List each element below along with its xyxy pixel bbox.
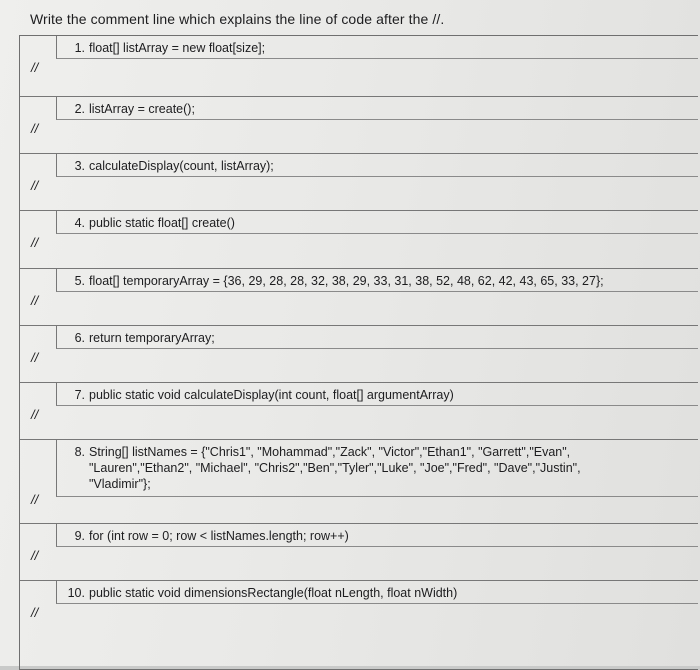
table-row (20, 268, 698, 326)
comment-marker[interactable]: // (31, 178, 39, 193)
code-line (56, 383, 698, 406)
code-text: "Lauren","Ethan2", "Michael", "Chris2","Ben","Tyler","Luke", "Joe","Fred", "Dave","Justin", (89, 461, 581, 475)
exercise-table (19, 35, 698, 670)
line-number: 4. (74, 216, 85, 230)
comment-marker[interactable]: // (31, 605, 39, 620)
table-row (20, 580, 698, 651)
table-row (20, 439, 698, 524)
code-text: listArray = create(); (89, 102, 195, 116)
line-number: 2. (74, 102, 85, 116)
code-line (56, 524, 698, 547)
comment-marker[interactable]: // (31, 293, 39, 308)
code-line (56, 269, 698, 292)
table-row (20, 382, 698, 440)
line-number: 9. (74, 529, 85, 543)
code-line (56, 154, 698, 177)
comment-marker[interactable]: // (31, 350, 39, 365)
code-text: for (int row = 0; row < listNames.length; row++) (89, 529, 349, 543)
code-line (56, 326, 698, 349)
code-text: float[] temporaryArray = {36, 29, 28, 28, 32, 38, 29, 33, 31, 38, 52, 48, 62, 42, 43, 65, 33, 27}; (89, 274, 604, 288)
code-text: float[] listArray = new float[size]; (89, 41, 266, 55)
line-number: 5. (74, 274, 85, 288)
code-text: String[] listNames = {"Chris1", "Mohammad","Zack", "Victor","Ethan1", "Garrett","Evan", (89, 445, 571, 459)
code-line (56, 581, 698, 604)
comment-marker[interactable]: // (31, 235, 39, 250)
code-line (56, 36, 698, 59)
code-text: public static void calculateDisplay(int count, float[] argumentArray) (89, 388, 454, 402)
table-row (20, 210, 698, 269)
line-number: 6. (74, 331, 85, 345)
comment-marker[interactable]: // (31, 492, 39, 507)
code-text: "Vladimir"}; (89, 477, 151, 491)
comment-marker[interactable]: // (31, 407, 39, 422)
code-text: calculateDisplay(count, listArray); (89, 159, 274, 173)
line-number: 7. (74, 388, 85, 402)
table-row (20, 36, 698, 96)
line-number: 1. (74, 41, 85, 55)
code-line (56, 211, 698, 234)
code-line (56, 440, 698, 497)
table-row (20, 325, 698, 383)
code-text: return temporaryArray; (89, 331, 215, 345)
comment-marker[interactable]: // (31, 60, 39, 75)
table-row (20, 523, 698, 581)
comment-marker[interactable]: // (31, 121, 39, 136)
comment-marker[interactable]: // (31, 548, 39, 563)
line-number: 10. (67, 586, 85, 600)
code-line (56, 97, 698, 120)
table-row (20, 96, 698, 154)
instruction-text: Write the comment line which explains the line of code after the //. (30, 11, 445, 27)
code-text: public static void dimensionsRectangle(float nLength, float nWidth) (89, 586, 458, 600)
table-row (20, 153, 698, 211)
line-number: 8. (74, 445, 85, 459)
code-text: public static float[] create() (89, 216, 235, 230)
line-number: 3. (74, 159, 85, 173)
